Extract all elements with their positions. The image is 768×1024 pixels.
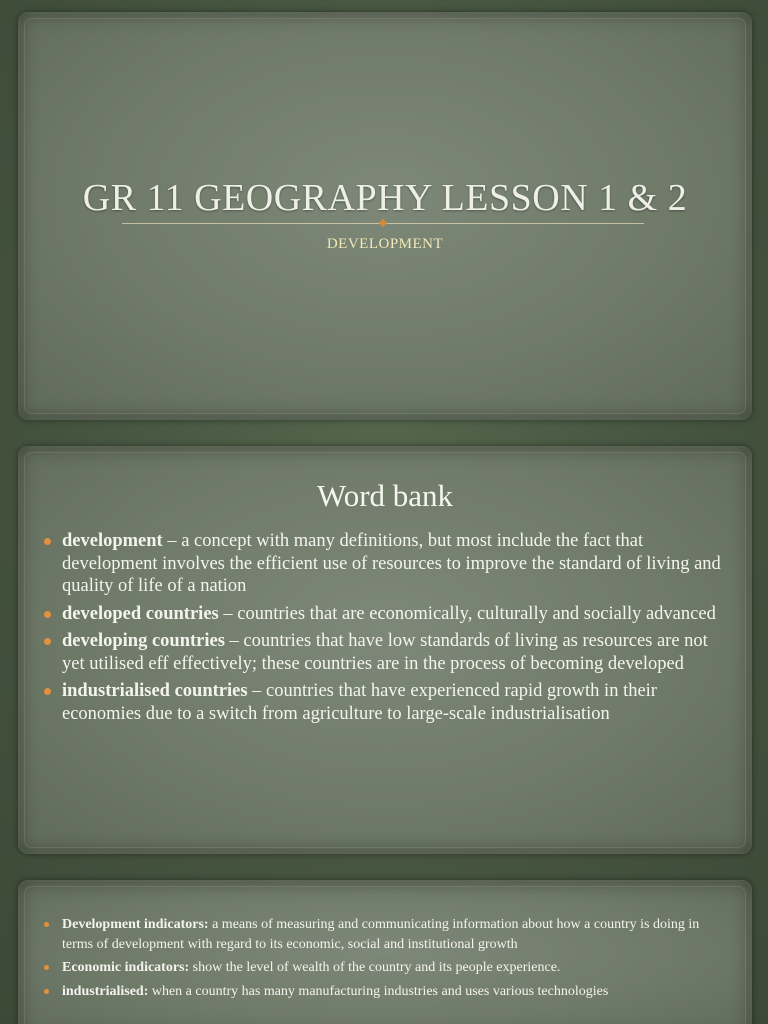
term: Development indicators:	[62, 917, 209, 932]
term: industrialised countries	[62, 681, 248, 701]
word-bank-slide	[18, 446, 752, 854]
definition: show the level of wealth of the country and its people experience.	[189, 960, 561, 975]
bullet-icon	[44, 538, 51, 545]
term: industrialised:	[62, 983, 149, 999]
term: developing countries	[62, 631, 225, 651]
definition: when a country has many manufacturing industries and uses various technologies	[148, 983, 609, 999]
definition: a means of measuring and communicating information about how a country is doing in terms of development with regard to its economic, social and institutional growth	[62, 917, 700, 952]
term: developed countries	[62, 603, 219, 624]
term: development	[62, 531, 163, 551]
indicators-slide	[18, 880, 752, 1024]
word-bank-list	[42, 530, 732, 730]
list-item	[42, 680, 732, 725]
bullet-icon	[44, 638, 51, 645]
slide-subtitle: DEVELOPMENT	[326, 236, 444, 252]
title-slide	[18, 12, 752, 420]
indicators-list	[42, 915, 732, 1005]
definition: – countries that are economically, culturally and socially advanced	[218, 603, 716, 624]
bullet-icon	[44, 688, 51, 695]
divider-diamond-icon	[379, 219, 387, 227]
bullet-icon	[44, 922, 49, 927]
bullet-icon	[44, 989, 49, 994]
bullet-icon	[44, 611, 51, 618]
term: Economic indicators:	[62, 960, 190, 975]
list-item	[42, 982, 732, 1002]
list-item	[42, 530, 732, 598]
slide-title: GR 11 GEOGRAPHY LESSON 1 & 2	[82, 177, 688, 219]
definition: – countries that have low standards of living as resources are not yet utilised eff effectively; these countries are in the process of becoming developed	[62, 631, 708, 674]
list-item	[42, 915, 732, 954]
list-item	[42, 958, 732, 978]
list-item	[42, 603, 732, 626]
bullet-icon	[44, 965, 49, 970]
definition: – a concept with many definitions, but most include the fact that development involves the efficient use of resources to improve the standard of living and quality of life of a nation	[62, 531, 721, 596]
list-item	[42, 630, 732, 675]
word-bank-heading: Word bank	[316, 478, 454, 513]
definition: – countries that have experienced rapid growth in their economies due to a switch from agriculture to large-scale industrialisation	[62, 681, 657, 724]
